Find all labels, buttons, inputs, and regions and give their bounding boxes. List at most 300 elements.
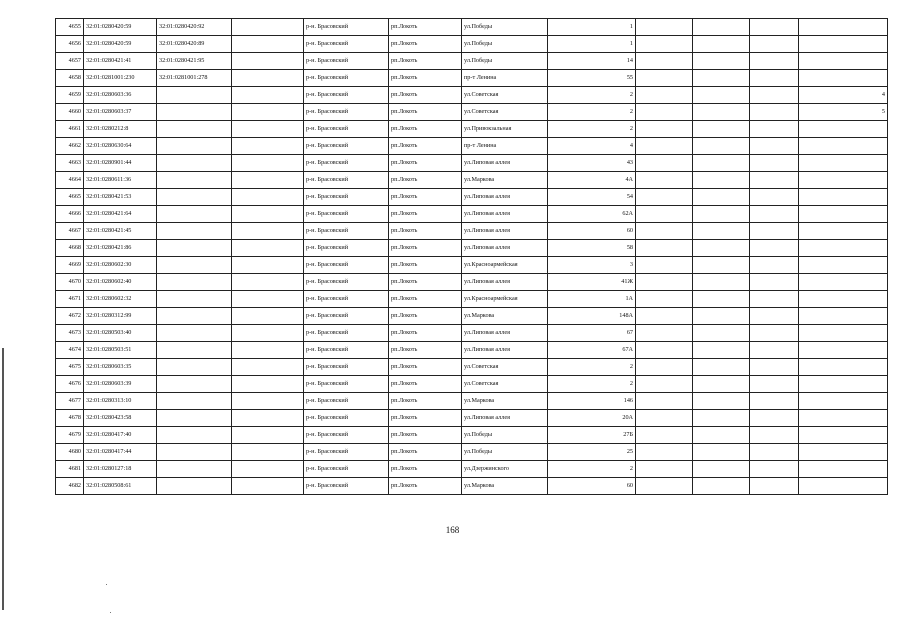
cell-number: 4659: [56, 87, 84, 104]
cell-cadastral-number: 32:01:0280127:18: [84, 461, 157, 478]
cell-empty: [750, 223, 799, 240]
cell-number: 4663: [56, 155, 84, 172]
cell-empty: [232, 325, 304, 342]
cell-cadastral-number-2: [157, 274, 232, 291]
table-row: [56, 121, 888, 138]
cell-cadastral-number: 32:01:0280503:51: [84, 342, 157, 359]
cell-cadastral-number-2: [157, 104, 232, 121]
cell-empty: [750, 461, 799, 478]
cell-street: ул.Победы: [462, 19, 548, 36]
cell-settlement: рп.Локоть: [389, 393, 462, 410]
cell-empty: [693, 189, 750, 206]
cell-empty: [693, 393, 750, 410]
cell-empty: [232, 376, 304, 393]
cell-house: 2: [548, 376, 636, 393]
cell-number: 4675: [56, 359, 84, 376]
cell-empty: [693, 19, 750, 36]
cell-extra: [799, 206, 888, 223]
cell-empty: [693, 410, 750, 427]
table-row: [56, 240, 888, 257]
scan-speck: [106, 584, 107, 585]
cell-extra: 5: [799, 104, 888, 121]
cell-house: 14: [548, 53, 636, 70]
cell-empty: [750, 240, 799, 257]
cell-settlement: рп.Локоть: [389, 53, 462, 70]
cell-street: ул.Липовая аллея: [462, 342, 548, 359]
cell-street: ул.Маркова: [462, 478, 548, 495]
cell-street: ул.Красноармейская: [462, 257, 548, 274]
cell-district: р-н. Брасовский: [304, 342, 389, 359]
cell-house: 41Ж: [548, 274, 636, 291]
cell-house: 20А: [548, 410, 636, 427]
cell-cadastral-number: 32:01:0280602:32: [84, 291, 157, 308]
cell-empty: [232, 87, 304, 104]
cell-empty: [636, 36, 693, 53]
cell-extra: [799, 189, 888, 206]
cell-empty: [636, 274, 693, 291]
table-row: [56, 427, 888, 444]
cell-cadastral-number: 32:01:0281001:230: [84, 70, 157, 87]
cell-settlement: рп.Локоть: [389, 427, 462, 444]
cell-street: ул.Липовая аллея: [462, 206, 548, 223]
cell-district: р-н. Брасовский: [304, 240, 389, 257]
cell-extra: [799, 223, 888, 240]
cell-empty: [750, 36, 799, 53]
cell-settlement: рп.Локоть: [389, 410, 462, 427]
cell-cadastral-number-2: [157, 291, 232, 308]
cell-cadastral-number-2: 32:01:0281001:278: [157, 70, 232, 87]
table-row: [56, 461, 888, 478]
cell-cadastral-number: 32:01:0280508:61: [84, 478, 157, 495]
cell-settlement: рп.Локоть: [389, 308, 462, 325]
cell-number: 4658: [56, 70, 84, 87]
cell-house: 62А: [548, 206, 636, 223]
cell-cadastral-number-2: [157, 478, 232, 495]
cell-empty: [232, 427, 304, 444]
cell-empty: [636, 206, 693, 223]
cell-empty: [693, 444, 750, 461]
cell-empty: [750, 257, 799, 274]
cell-extra: 4: [799, 87, 888, 104]
cell-district: р-н. Брасовский: [304, 444, 389, 461]
cell-cadastral-number: 32:01:0280630:64: [84, 138, 157, 155]
cell-number: 4657: [56, 53, 84, 70]
cell-house: 146: [548, 393, 636, 410]
cell-empty: [232, 478, 304, 495]
cell-empty: [636, 308, 693, 325]
cell-cadastral-number-2: 32:01:0280421:95: [157, 53, 232, 70]
cell-empty: [232, 19, 304, 36]
cell-empty: [750, 121, 799, 138]
cell-settlement: рп.Локоть: [389, 325, 462, 342]
cell-empty: [750, 410, 799, 427]
cell-settlement: рп.Локоть: [389, 444, 462, 461]
cell-street: пр-т Ленина: [462, 138, 548, 155]
cell-empty: [636, 325, 693, 342]
cell-number: 4666: [56, 206, 84, 223]
cell-district: р-н. Брасовский: [304, 155, 389, 172]
cell-district: р-н. Брасовский: [304, 53, 389, 70]
cell-empty: [693, 342, 750, 359]
cell-empty: [232, 104, 304, 121]
cell-empty: [693, 36, 750, 53]
cell-empty: [636, 172, 693, 189]
cell-cadastral-number: 32:01:0280417:40: [84, 427, 157, 444]
cell-empty: [636, 223, 693, 240]
cell-settlement: рп.Локоть: [389, 376, 462, 393]
cell-settlement: рп.Локоть: [389, 19, 462, 36]
table-row: [56, 172, 888, 189]
cell-cadastral-number: 32:01:0280603:36: [84, 87, 157, 104]
cell-cadastral-number: 32:01:0280611:36: [84, 172, 157, 189]
cell-cadastral-number-2: [157, 189, 232, 206]
cell-empty: [636, 189, 693, 206]
cell-cadastral-number-2: [157, 172, 232, 189]
table-row: [56, 410, 888, 427]
cell-settlement: рп.Локоть: [389, 172, 462, 189]
cell-empty: [750, 393, 799, 410]
cell-empty: [636, 19, 693, 36]
cell-empty: [693, 138, 750, 155]
cell-empty: [232, 342, 304, 359]
cell-empty: [232, 223, 304, 240]
cell-empty: [232, 206, 304, 223]
cell-empty: [750, 478, 799, 495]
cell-cadastral-number: 32:01:0280417:44: [84, 444, 157, 461]
cell-street: ул.Победы: [462, 444, 548, 461]
cell-empty: [693, 206, 750, 223]
cell-cadastral-number-2: [157, 376, 232, 393]
cell-empty: [750, 444, 799, 461]
cell-street: ул.Красноармейская: [462, 291, 548, 308]
cell-extra: [799, 36, 888, 53]
cell-settlement: рп.Локоть: [389, 359, 462, 376]
cell-settlement: рп.Локоть: [389, 223, 462, 240]
cell-empty: [750, 274, 799, 291]
cell-number: 4661: [56, 121, 84, 138]
table-row: [56, 444, 888, 461]
cell-empty: [232, 291, 304, 308]
cell-settlement: рп.Локоть: [389, 104, 462, 121]
cell-district: р-н. Брасовский: [304, 36, 389, 53]
cell-district: р-н. Брасовский: [304, 393, 389, 410]
cell-empty: [636, 70, 693, 87]
cell-cadastral-number: 32:01:0280421:64: [84, 206, 157, 223]
cell-extra: [799, 155, 888, 172]
cell-cadastral-number-2: 32:01:0280420:89: [157, 36, 232, 53]
cell-number: 4655: [56, 19, 84, 36]
cell-empty: [693, 461, 750, 478]
cell-number: 4673: [56, 325, 84, 342]
cell-extra: [799, 359, 888, 376]
cell-empty: [693, 325, 750, 342]
cell-empty: [232, 138, 304, 155]
cell-cadastral-number: 32:01:0280421:41: [84, 53, 157, 70]
cell-settlement: рп.Локоть: [389, 342, 462, 359]
cell-cadastral-number-2: [157, 359, 232, 376]
cell-cadastral-number: 32:01:0280901:44: [84, 155, 157, 172]
cell-empty: [636, 138, 693, 155]
cell-empty: [232, 189, 304, 206]
cell-cadastral-number-2: [157, 138, 232, 155]
cell-cadastral-number-2: [157, 240, 232, 257]
cell-house: 27Б: [548, 427, 636, 444]
cell-district: р-н. Брасовский: [304, 291, 389, 308]
cell-empty: [636, 427, 693, 444]
cell-house: 2: [548, 87, 636, 104]
cell-number: 4678: [56, 410, 84, 427]
cell-street: ул.Дзержинского: [462, 461, 548, 478]
cell-empty: [636, 478, 693, 495]
table-row: [56, 19, 888, 36]
cell-empty: [232, 155, 304, 172]
cell-house: 2: [548, 121, 636, 138]
cell-extra: [799, 240, 888, 257]
cell-settlement: рп.Локоть: [389, 189, 462, 206]
address-register-table: [55, 18, 888, 495]
cell-empty: [636, 410, 693, 427]
cell-empty: [693, 172, 750, 189]
cell-number: 4671: [56, 291, 84, 308]
cell-empty: [693, 70, 750, 87]
cell-street: ул.Привокзальная: [462, 121, 548, 138]
cell-empty: [693, 87, 750, 104]
cell-empty: [693, 155, 750, 172]
cell-empty: [750, 70, 799, 87]
cell-empty: [750, 87, 799, 104]
cell-cadastral-number-2: [157, 325, 232, 342]
cell-empty: [693, 257, 750, 274]
cell-extra: [799, 308, 888, 325]
cell-district: р-н. Брасовский: [304, 121, 389, 138]
cell-settlement: рп.Локоть: [389, 70, 462, 87]
cell-empty: [232, 240, 304, 257]
cell-empty: [232, 121, 304, 138]
table-row: [56, 478, 888, 495]
cell-cadastral-number: 32:01:0280421:86: [84, 240, 157, 257]
cell-settlement: рп.Локоть: [389, 155, 462, 172]
cell-empty: [750, 325, 799, 342]
cell-empty: [750, 172, 799, 189]
cell-district: р-н. Брасовский: [304, 104, 389, 121]
cell-street: ул.Липовая аллея: [462, 155, 548, 172]
cell-district: р-н. Брасовский: [304, 138, 389, 155]
cell-district: р-н. Брасовский: [304, 478, 389, 495]
cell-cadastral-number-2: [157, 121, 232, 138]
cell-cadastral-number: 32:01:0280603:35: [84, 359, 157, 376]
cell-street: ул.Липовая аллея: [462, 189, 548, 206]
binding-edge-mark: [2, 348, 4, 610]
cell-district: р-н. Брасовский: [304, 427, 389, 444]
cell-cadastral-number: 32:01:0280421:53: [84, 189, 157, 206]
cell-empty: [750, 189, 799, 206]
cell-number: 4680: [56, 444, 84, 461]
cell-empty: [636, 291, 693, 308]
cell-cadastral-number-2: [157, 461, 232, 478]
cell-number: 4656: [56, 36, 84, 53]
cell-extra: [799, 274, 888, 291]
cell-cadastral-number: 32:01:0280420:59: [84, 36, 157, 53]
cell-cadastral-number-2: [157, 257, 232, 274]
cell-house: 58: [548, 240, 636, 257]
table-row: [56, 308, 888, 325]
cell-street: ул.Липовая аллея: [462, 410, 548, 427]
cell-district: р-н. Брасовский: [304, 257, 389, 274]
table-row: [56, 87, 888, 104]
cell-number: 4668: [56, 240, 84, 257]
cell-extra: [799, 461, 888, 478]
cell-cadastral-number-2: [157, 87, 232, 104]
cell-extra: [799, 376, 888, 393]
cell-house: 60: [548, 478, 636, 495]
cell-number: 4660: [56, 104, 84, 121]
cell-cadastral-number-2: [157, 206, 232, 223]
cell-empty: [636, 376, 693, 393]
cell-empty: [750, 291, 799, 308]
table-row: [56, 325, 888, 342]
cell-house: 1: [548, 36, 636, 53]
cell-street: ул.Победы: [462, 53, 548, 70]
cell-district: р-н. Брасовский: [304, 189, 389, 206]
cell-empty: [232, 393, 304, 410]
cell-empty: [693, 359, 750, 376]
cell-empty: [750, 376, 799, 393]
cell-house: 4: [548, 138, 636, 155]
cell-settlement: рп.Локоть: [389, 291, 462, 308]
cell-empty: [636, 240, 693, 257]
cell-street: пр-т Ленина: [462, 70, 548, 87]
cell-district: р-н. Брасовский: [304, 274, 389, 291]
cell-house: 148А: [548, 308, 636, 325]
cell-empty: [636, 104, 693, 121]
cell-house: 43: [548, 155, 636, 172]
cell-number: 4669: [56, 257, 84, 274]
cell-street: ул.Липовая аллея: [462, 274, 548, 291]
cell-settlement: рп.Локоть: [389, 206, 462, 223]
cell-district: р-н. Брасовский: [304, 376, 389, 393]
cell-extra: [799, 427, 888, 444]
cell-empty: [232, 274, 304, 291]
cell-number: 4672: [56, 308, 84, 325]
table-row: [56, 342, 888, 359]
cell-empty: [693, 240, 750, 257]
cell-empty: [750, 155, 799, 172]
table-row: [56, 155, 888, 172]
cell-house: 55: [548, 70, 636, 87]
cell-number: 4665: [56, 189, 84, 206]
table-row: [56, 393, 888, 410]
cell-empty: [636, 87, 693, 104]
cell-empty: [636, 444, 693, 461]
cell-empty: [693, 376, 750, 393]
cell-district: р-н. Брасовский: [304, 359, 389, 376]
cell-empty: [750, 19, 799, 36]
cell-settlement: рп.Локоть: [389, 138, 462, 155]
scan-speck: [110, 612, 111, 613]
cell-district: р-н. Брасовский: [304, 172, 389, 189]
cell-empty: [636, 359, 693, 376]
table-row: [56, 138, 888, 155]
cell-empty: [750, 138, 799, 155]
cell-house: 60: [548, 223, 636, 240]
cell-district: р-н. Брасовский: [304, 461, 389, 478]
cell-empty: [750, 342, 799, 359]
cell-street: ул.Липовая аллея: [462, 223, 548, 240]
cell-settlement: рп.Локоть: [389, 121, 462, 138]
cell-settlement: рп.Локоть: [389, 461, 462, 478]
cell-cadastral-number-2: [157, 444, 232, 461]
cell-house: 54: [548, 189, 636, 206]
cell-empty: [693, 223, 750, 240]
table-row: [56, 376, 888, 393]
cell-extra: [799, 444, 888, 461]
cell-cadastral-number-2: [157, 427, 232, 444]
cell-empty: [636, 121, 693, 138]
cell-street: ул.Советская: [462, 376, 548, 393]
cell-house: 2: [548, 461, 636, 478]
cell-cadastral-number-2: [157, 342, 232, 359]
cell-district: р-н. Брасовский: [304, 70, 389, 87]
table-row: [56, 206, 888, 223]
cell-cadastral-number: 32:01:0280602:40: [84, 274, 157, 291]
cell-empty: [232, 257, 304, 274]
cell-number: 4679: [56, 427, 84, 444]
table-body: [56, 19, 888, 495]
cell-extra: [799, 257, 888, 274]
cell-street: ул.Маркова: [462, 308, 548, 325]
cell-cadastral-number: 32:01:0280603:39: [84, 376, 157, 393]
cell-street: ул.Советская: [462, 104, 548, 121]
cell-cadastral-number: 32:01:0280212:8: [84, 121, 157, 138]
page-number: 168: [445, 525, 460, 535]
cell-cadastral-number: 32:01:0280602:30: [84, 257, 157, 274]
cell-number: 4674: [56, 342, 84, 359]
cell-empty: [636, 53, 693, 70]
cell-extra: [799, 410, 888, 427]
cell-empty: [232, 461, 304, 478]
cell-settlement: рп.Локоть: [389, 274, 462, 291]
cell-empty: [693, 427, 750, 444]
cell-settlement: рп.Локоть: [389, 478, 462, 495]
cell-number: 4662: [56, 138, 84, 155]
cell-extra: [799, 342, 888, 359]
cell-cadastral-number: 32:01:0280313:10: [84, 393, 157, 410]
cell-empty: [636, 342, 693, 359]
cell-empty: [693, 104, 750, 121]
cell-cadastral-number-2: 32:01:0280420:92: [157, 19, 232, 36]
cell-district: р-н. Брасовский: [304, 206, 389, 223]
cell-empty: [750, 206, 799, 223]
cell-district: р-н. Брасовский: [304, 223, 389, 240]
cell-cadastral-number: 32:01:0280503:40: [84, 325, 157, 342]
cell-street: ул.Маркова: [462, 393, 548, 410]
cell-cadastral-number: 32:01:0280421:45: [84, 223, 157, 240]
cell-empty: [232, 53, 304, 70]
cell-empty: [232, 70, 304, 87]
cell-street: ул.Маркова: [462, 172, 548, 189]
cell-house: 2: [548, 104, 636, 121]
cell-number: 4681: [56, 461, 84, 478]
table-row: [56, 70, 888, 87]
cell-street: ул.Победы: [462, 427, 548, 444]
cell-empty: [693, 291, 750, 308]
cell-empty: [232, 172, 304, 189]
cell-empty: [693, 121, 750, 138]
cell-street: ул.Победы: [462, 36, 548, 53]
cell-district: р-н. Брасовский: [304, 87, 389, 104]
cell-empty: [693, 478, 750, 495]
table-row: [56, 53, 888, 70]
